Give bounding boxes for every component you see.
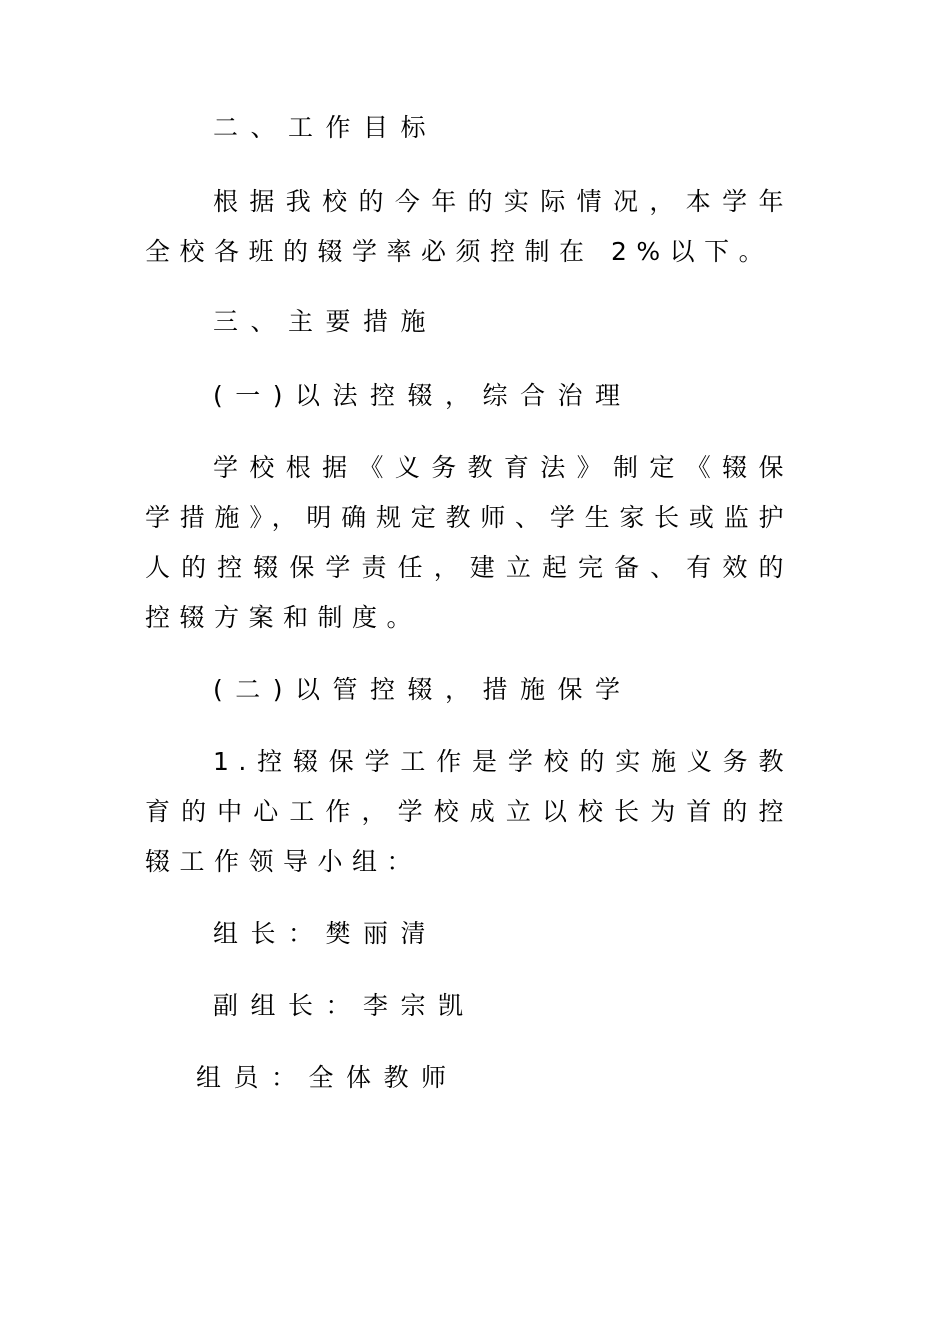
leader-line: 组长：樊丽清 <box>213 919 439 948</box>
heading-main-measures: 三、主要措施 <box>213 307 439 336</box>
paragraph-item-1: 1.控辍保学工作是学校的实施义务教育的中心工作，学校成立以校长为首的控辍工作领导小组： <box>145 747 793 876</box>
subheading-management-control: (二)以管控辍，措施保学 <box>213 675 633 704</box>
paragraph-law-control: 学校根据《义务教育法》制定《辍保学措施》，明确规定教师、学生家长或监护人的控辍保学责任，建立起完备、有效的控辍方案和制度。 <box>145 453 793 632</box>
subheading-law-control: (一)以法控辍，综合治理 <box>213 381 633 410</box>
members-line: 组员：全体教师 <box>196 1063 459 1092</box>
heading-work-goal: 二、工作目标 <box>213 113 439 142</box>
paragraph-goal: 根据我校的今年的实际情况，本学年全校各班的辍学率必须控制在 2%以下。 <box>145 187 793 266</box>
deputy-leader-line: 副组长：李宗凯 <box>213 991 476 1020</box>
